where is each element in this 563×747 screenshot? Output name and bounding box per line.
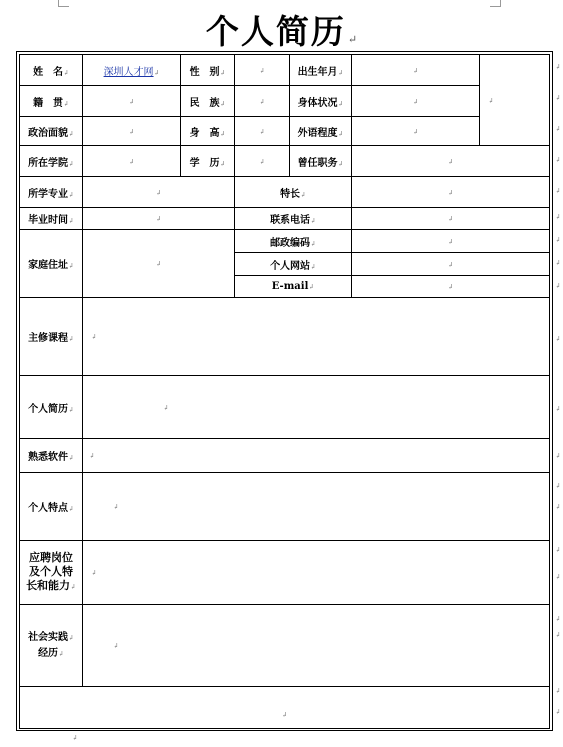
height-label: 身 高↲ <box>181 117 235 146</box>
notes-field[interactable]: ↲ <box>20 687 550 729</box>
phone-field[interactable]: ↲ <box>352 208 550 230</box>
website-field[interactable]: ↲ <box>352 253 550 276</box>
traits-field[interactable]: ↲ <box>83 473 550 541</box>
row-end-mark: ↲ <box>555 615 561 623</box>
row-end-mark: ↲ <box>555 335 561 343</box>
graduation-label: 毕业时间↲ <box>20 208 83 230</box>
software-field[interactable]: ↲ <box>83 439 550 473</box>
website-label: 个人网站↲ <box>235 253 352 276</box>
table-row <box>20 439 550 473</box>
native-place-field[interactable]: ↲ <box>83 86 181 117</box>
health-field[interactable]: ↲ <box>352 86 480 117</box>
political-label: 政治面貌↲ <box>20 117 83 146</box>
row-end-mark: ↲ <box>555 631 561 639</box>
row-end-mark: ↲ <box>555 94 561 102</box>
row-end-mark: ↲ <box>555 482 561 490</box>
resume-field[interactable]: ↲ <box>83 376 550 439</box>
language-field[interactable]: ↲ <box>352 117 480 146</box>
apply-field[interactable]: ↲ <box>83 541 550 605</box>
resume-form-table <box>19 54 550 729</box>
row-end-mark: ↲ <box>555 213 561 221</box>
row-end-mark: ↲ <box>555 708 561 716</box>
name-field[interactable]: 深圳人才网↲ <box>83 55 181 86</box>
resume-label: 个人简历↲ <box>20 376 83 439</box>
table-row <box>20 298 550 376</box>
ethnic-field[interactable]: ↲ <box>235 86 290 117</box>
political-field[interactable]: ↲ <box>83 117 181 146</box>
photo-cell[interactable]: ↲ <box>480 55 550 146</box>
row-end-mark: ↲ <box>555 546 561 554</box>
paragraph-end-mark: ↲ <box>72 734 78 742</box>
major-label: 所学专业↲ <box>20 177 83 208</box>
specialty-field[interactable]: ↲ <box>352 177 550 208</box>
major-field[interactable]: ↲ <box>83 177 235 208</box>
name-value-link[interactable]: 深圳人才网 <box>103 66 154 78</box>
health-label: 身体状况↲ <box>290 86 352 117</box>
paragraph-mark-icon: ↵ <box>347 33 358 46</box>
table-row <box>20 473 550 541</box>
birth-field[interactable]: ↲ <box>352 55 480 86</box>
degree-label: 学 历↲ <box>181 146 235 177</box>
degree-field[interactable]: ↲ <box>235 146 290 177</box>
row-end-mark: ↲ <box>555 259 561 267</box>
table-row <box>20 541 550 605</box>
traits-label: 个人特点↲ <box>20 473 83 541</box>
specialty-label: 特长↲ <box>235 177 352 208</box>
apply-label: 应聘岗位 及个人特 长和能力↲ <box>20 541 83 605</box>
table-row <box>20 177 550 208</box>
address-label: 家庭住址↲ <box>20 230 83 298</box>
table-row <box>20 86 550 117</box>
name-label: 姓 名↲ <box>20 55 83 86</box>
ethnic-label: 民 族↲ <box>181 86 235 117</box>
email-field[interactable]: ↲ <box>352 276 550 298</box>
language-label: 外语程度↲ <box>290 117 352 146</box>
row-end-mark: ↲ <box>555 187 561 195</box>
table-row <box>20 208 550 230</box>
page-title: 个人简历 ↵ <box>205 12 358 51</box>
table-row <box>20 55 550 86</box>
school-label: 所在学院↲ <box>20 146 83 177</box>
row-end-mark: ↲ <box>555 156 561 164</box>
postcode-label: 邮政编码↲ <box>235 230 352 253</box>
table-row <box>20 687 550 729</box>
social-practice-label: 社会实践↲ 经历↲ <box>20 605 83 687</box>
phone-label: 联系电话↲ <box>235 208 352 230</box>
row-end-mark: ↲ <box>555 125 561 133</box>
courses-field[interactable]: ↲ <box>83 298 550 376</box>
graduation-field[interactable]: ↲ <box>83 208 235 230</box>
row-end-mark: ↲ <box>555 452 561 460</box>
row-end-mark: ↲ <box>555 503 561 511</box>
address-field[interactable]: ↲ <box>83 230 235 298</box>
row-end-mark: ↲ <box>555 405 561 413</box>
position-field[interactable]: ↲ <box>352 146 550 177</box>
row-end-mark: ↲ <box>555 687 561 695</box>
gender-field[interactable]: ↲ <box>235 55 290 86</box>
table-row <box>20 230 550 253</box>
birth-label: 出生年月↲ <box>290 55 352 86</box>
row-end-mark: ↲ <box>555 282 561 290</box>
table-row <box>20 376 550 439</box>
table-row <box>20 117 550 146</box>
height-field[interactable]: ↲ <box>235 117 290 146</box>
row-end-mark: ↲ <box>555 63 561 71</box>
table-row <box>20 605 550 687</box>
social-practice-field[interactable]: ↲ <box>83 605 550 687</box>
row-end-mark: ↲ <box>555 573 561 581</box>
school-field[interactable]: ↲ <box>83 146 181 177</box>
row-end-mark: ↲ <box>555 236 561 244</box>
table-row <box>20 146 550 177</box>
courses-label: 主修课程↲ <box>20 298 83 376</box>
email-label: E-mail↲ <box>235 276 352 298</box>
postcode-field[interactable]: ↲ <box>352 230 550 253</box>
position-label: 曾任职务↲ <box>290 146 352 177</box>
gender-label: 性 别↲ <box>181 55 235 86</box>
software-label: 熟悉软件↲ <box>20 439 83 473</box>
native-place-label: 籍 贯↲ <box>20 86 83 117</box>
